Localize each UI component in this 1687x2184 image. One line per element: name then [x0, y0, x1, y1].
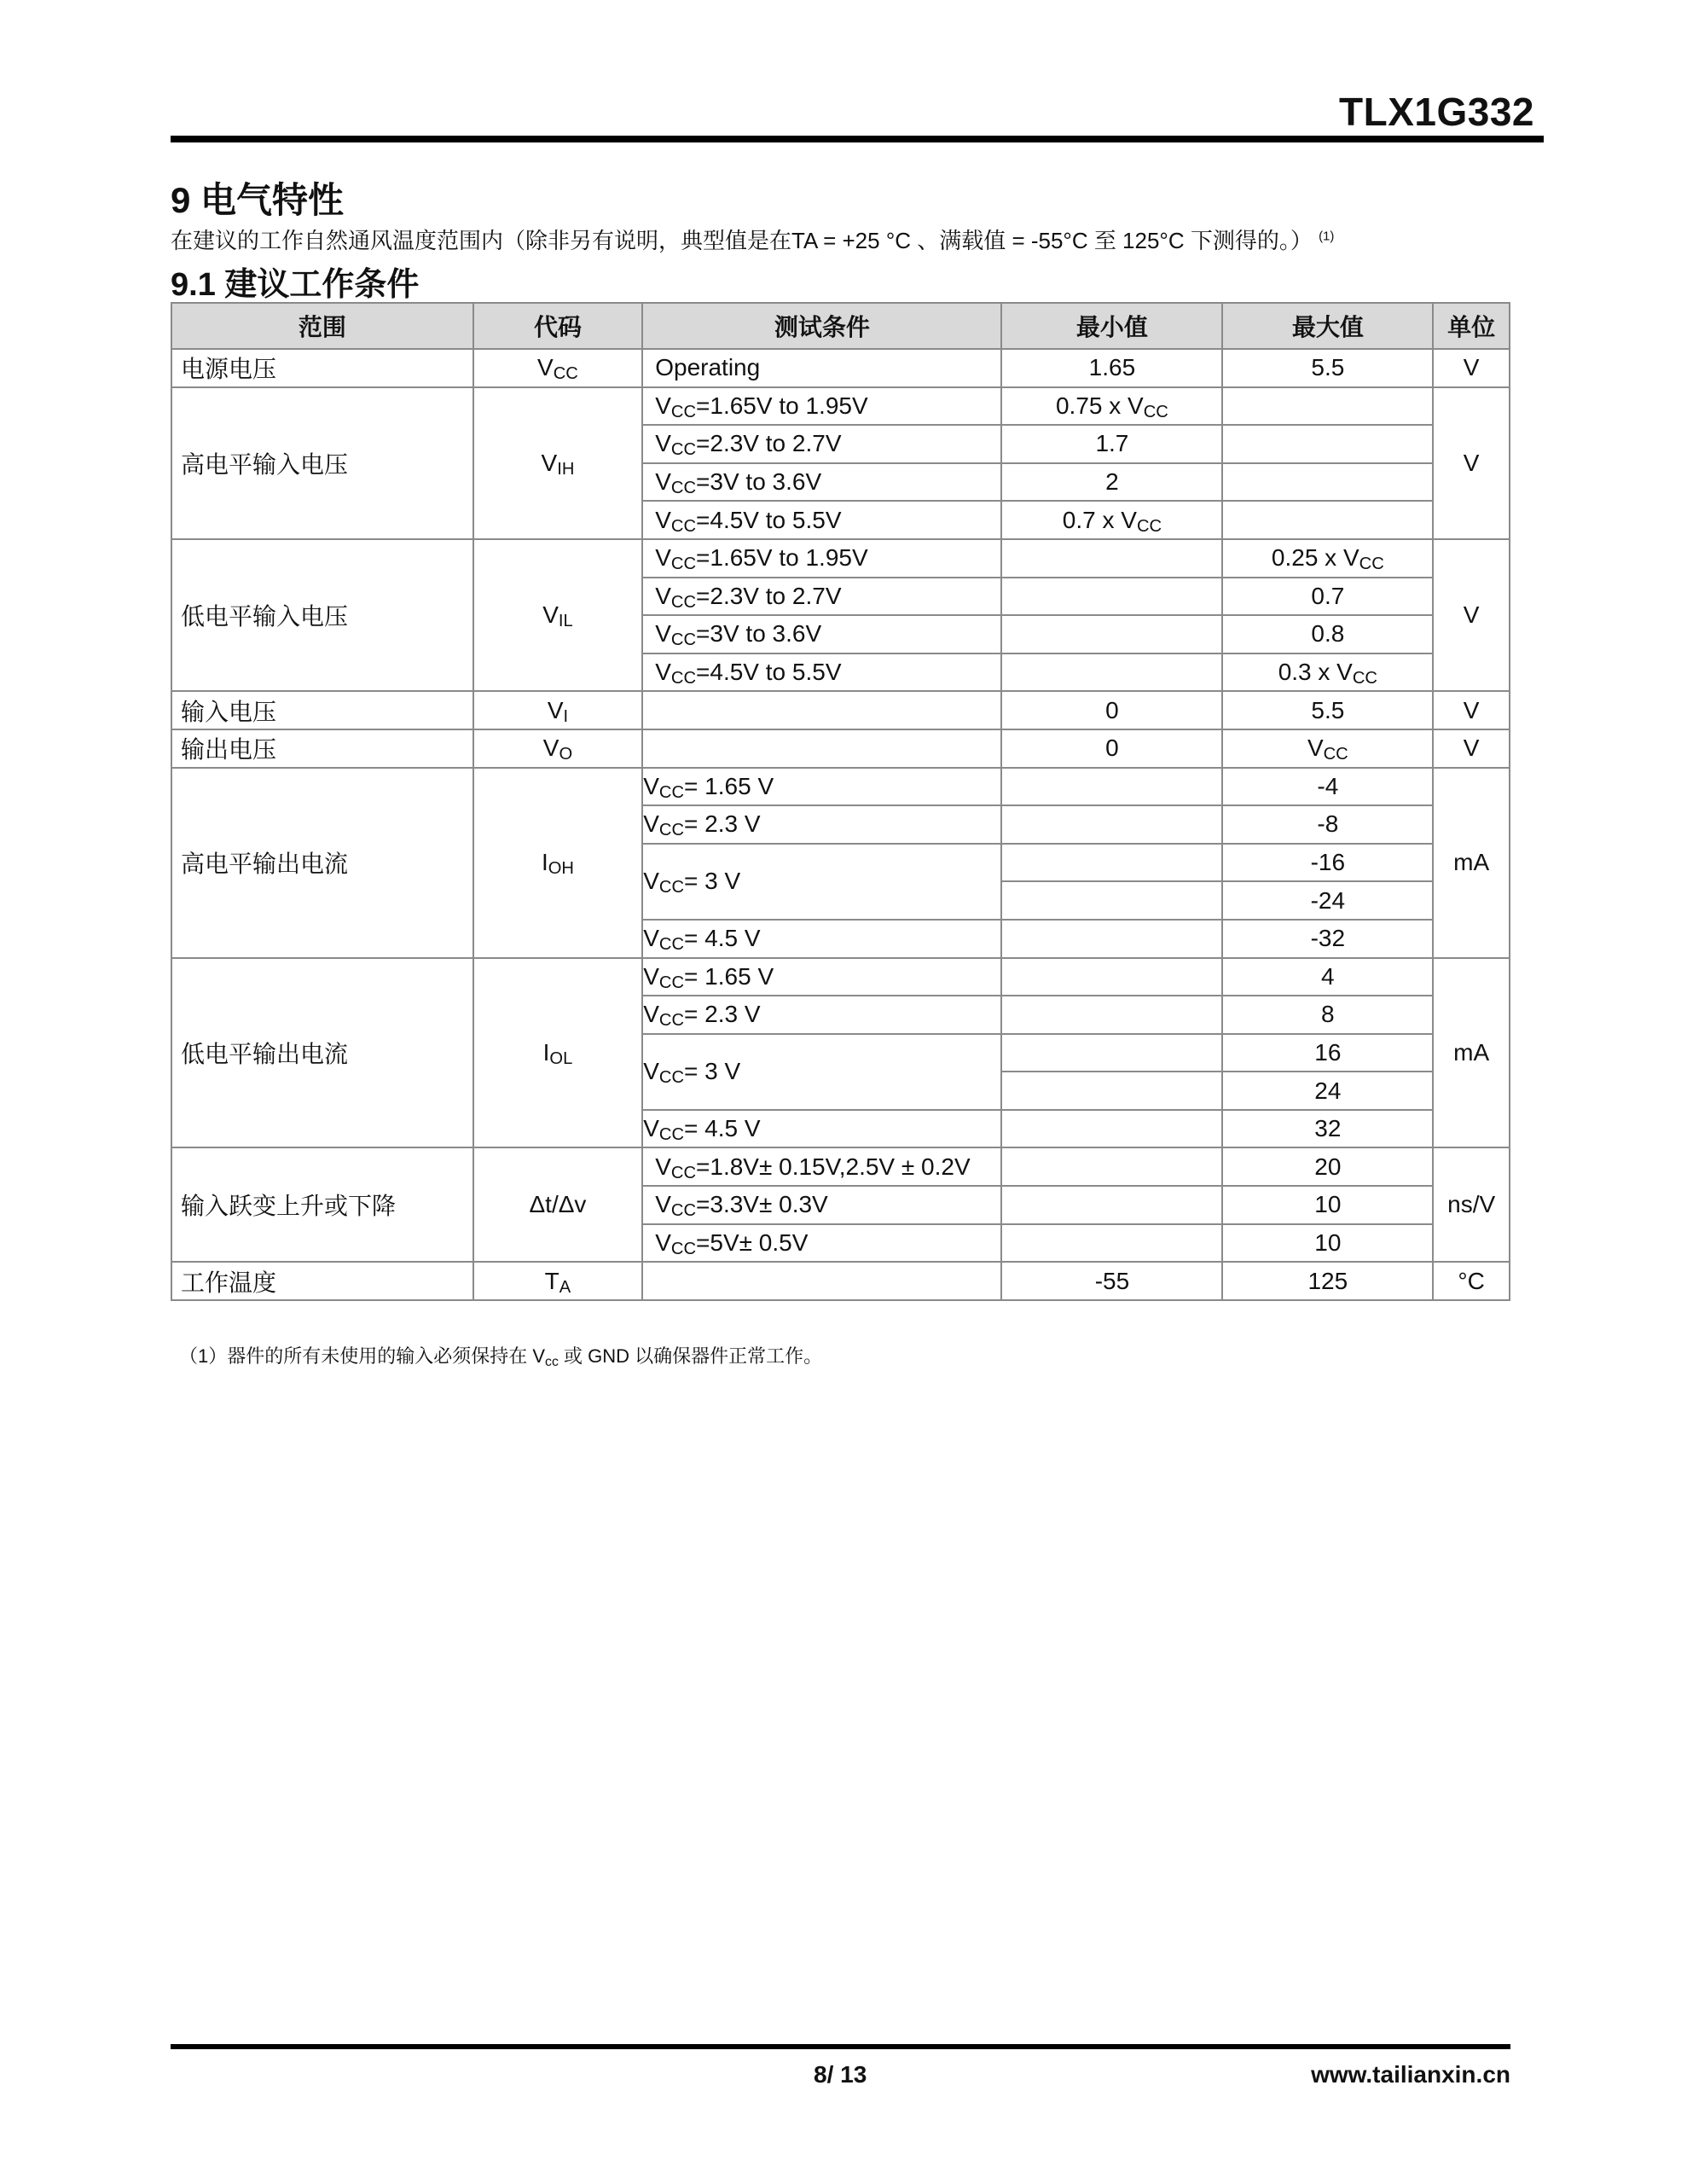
- subsection-title: [171, 258, 419, 305]
- unit-cell: mA: [1433, 768, 1510, 958]
- param-cell: 高电平输出电流: [171, 768, 473, 958]
- table-row: [171, 387, 1510, 426]
- condition-cell: VCC= 4.5 V: [642, 920, 1001, 958]
- max-cell: 125: [1222, 1262, 1433, 1300]
- condition-cell: VCC=4.5V to 5.5V: [642, 653, 1001, 692]
- max-cell: [1222, 463, 1433, 502]
- symbol-cell: IOL: [473, 958, 643, 1148]
- table-header-row: [171, 303, 1510, 349]
- header-condition: 测试条件: [642, 303, 1001, 349]
- max-cell: 0.25 x VCC: [1222, 539, 1433, 578]
- unit-cell: mA: [1433, 958, 1510, 1148]
- min-cell: 0: [1001, 729, 1222, 768]
- min-cell: [1001, 1186, 1222, 1224]
- param-cell: 输出电压: [171, 729, 473, 768]
- param-cell: 低电平输入电压: [171, 539, 473, 691]
- header-param: 范围: [171, 303, 473, 349]
- intro-text: 在建议的工作自然通风温度范围内（除非另有说明，典型值是在TA = +25 °C 、满载值 = -55°C 至 125°C 下测得的。）: [171, 228, 1313, 253]
- condition-cell: VCC=3V to 3.6V: [642, 615, 1001, 653]
- symbol-cell: IOH: [473, 768, 643, 958]
- table-row: [171, 768, 1510, 806]
- min-cell: [1001, 768, 1222, 806]
- param-cell: 工作温度: [171, 1262, 473, 1300]
- max-cell: 0.3 x VCC: [1222, 653, 1433, 692]
- max-cell: 32: [1222, 1110, 1433, 1148]
- symbol-cell: VIL: [473, 539, 643, 691]
- min-cell: [1001, 615, 1222, 653]
- header-unit: 单位: [1433, 303, 1510, 349]
- min-cell: 1.7: [1001, 425, 1222, 463]
- min-cell: [1001, 958, 1222, 996]
- min-cell: 0: [1001, 691, 1222, 729]
- condition-cell: [642, 691, 1001, 729]
- min-cell: [1001, 1147, 1222, 1186]
- max-cell: 0.7: [1222, 578, 1433, 616]
- section-number: 9: [171, 180, 191, 220]
- condition-cell: VCC=4.5V to 5.5V: [642, 501, 1001, 539]
- unit-cell: V: [1433, 729, 1510, 768]
- symbol-cell: VIH: [473, 387, 643, 539]
- section-intro: [171, 224, 1334, 255]
- unit-cell: V: [1433, 387, 1510, 539]
- param-cell: 输入跃变上升或下降: [171, 1147, 473, 1262]
- table-row: [171, 729, 1510, 768]
- condition-cell: VCC=3V to 3.6V: [642, 463, 1001, 502]
- table-row: [171, 349, 1510, 387]
- max-cell: 4: [1222, 958, 1433, 996]
- min-cell: [1001, 805, 1222, 844]
- footer-divider: [171, 2044, 1510, 2049]
- symbol-cell: Δt/Δv: [473, 1147, 643, 1262]
- unit-cell: °C: [1433, 1262, 1510, 1300]
- section-name: 电气特性: [200, 180, 345, 220]
- max-cell: 20: [1222, 1147, 1433, 1186]
- max-cell: 5.5: [1222, 691, 1433, 729]
- param-cell: 输入电压: [171, 691, 473, 729]
- max-cell: -16: [1222, 844, 1433, 882]
- condition-cell: VCC=3.3V± 0.3V: [642, 1186, 1001, 1224]
- min-cell: [1001, 1224, 1222, 1263]
- min-cell: 0.7 x VCC: [1001, 501, 1222, 539]
- max-cell: [1222, 501, 1433, 539]
- table-row: [171, 958, 1510, 996]
- condition-cell: VCC= 1.65 V: [642, 768, 1001, 806]
- unit-cell: V: [1433, 539, 1510, 691]
- condition-cell: VCC= 2.3 V: [642, 996, 1001, 1034]
- symbol-cell: VI: [473, 691, 643, 729]
- footer-website: www.tailianxin.cn: [1311, 2061, 1510, 2088]
- min-cell: [1001, 1110, 1222, 1148]
- symbol-cell: VCC: [473, 349, 643, 387]
- subsection-number: 9.1: [171, 267, 216, 303]
- condition-cell: VCC=2.3V to 2.7V: [642, 425, 1001, 463]
- intro-footnote-ref: (1): [1319, 229, 1335, 244]
- table-row: [171, 691, 1510, 729]
- unit-cell: V: [1433, 691, 1510, 729]
- table-row: [171, 1147, 1510, 1186]
- max-cell: 0.8: [1222, 615, 1433, 653]
- document-part-number: TLX1G332: [1339, 90, 1534, 134]
- max-cell: 24: [1222, 1072, 1433, 1110]
- min-cell: [1001, 844, 1222, 882]
- table-row: [171, 539, 1510, 578]
- min-cell: [1001, 653, 1222, 692]
- symbol-cell: TA: [473, 1262, 643, 1300]
- symbol-cell: VO: [473, 729, 643, 768]
- min-cell: 0.75 x VCC: [1001, 387, 1222, 426]
- max-cell: 10: [1222, 1186, 1433, 1224]
- table-footnote: （1）器件的所有未使用的输入必须保持在 Vcc 或 GND 以确保器件正常工作。: [179, 1345, 823, 1369]
- condition-cell: VCC=1.65V to 1.95V: [642, 387, 1001, 426]
- page-number: 8/ 13: [814, 2061, 867, 2088]
- recommended-operating-conditions-table: [171, 302, 1510, 1301]
- max-cell: VCC: [1222, 729, 1433, 768]
- table-row: [171, 1262, 1510, 1300]
- condition-cell: Operating: [642, 349, 1001, 387]
- param-cell: 低电平输出电流: [171, 958, 473, 1148]
- max-cell: -8: [1222, 805, 1433, 844]
- max-cell: 10: [1222, 1224, 1433, 1263]
- condition-cell: VCC= 3 V: [642, 844, 1001, 920]
- condition-cell: VCC= 1.65 V: [642, 958, 1001, 996]
- max-cell: 8: [1222, 996, 1433, 1034]
- subsection-name: 建议工作条件: [224, 267, 420, 303]
- min-cell: [1001, 1034, 1222, 1072]
- unit-cell: V: [1433, 349, 1510, 387]
- min-cell: [1001, 996, 1222, 1034]
- condition-cell: [642, 729, 1001, 768]
- param-cell: 高电平输入电压: [171, 387, 473, 539]
- min-cell: [1001, 539, 1222, 578]
- condition-cell: [642, 1262, 1001, 1300]
- condition-cell: VCC=2.3V to 2.7V: [642, 578, 1001, 616]
- max-cell: 16: [1222, 1034, 1433, 1072]
- param-cell: 电源电压: [171, 349, 473, 387]
- max-cell: 5.5: [1222, 349, 1433, 387]
- min-cell: [1001, 881, 1222, 920]
- unit-cell: ns/V: [1433, 1147, 1510, 1262]
- max-cell: -4: [1222, 768, 1433, 806]
- header-symbol: 代码: [473, 303, 643, 349]
- min-cell: [1001, 578, 1222, 616]
- max-cell: [1222, 425, 1433, 463]
- min-cell: 1.65: [1001, 349, 1222, 387]
- min-cell: [1001, 1072, 1222, 1110]
- condition-cell: VCC=1.8V± 0.15V,2.5V ± 0.2V: [642, 1147, 1001, 1186]
- max-cell: -32: [1222, 920, 1433, 958]
- header-divider: [171, 136, 1544, 142]
- condition-cell: VCC=1.65V to 1.95V: [642, 539, 1001, 578]
- min-cell: 2: [1001, 463, 1222, 502]
- max-cell: -24: [1222, 881, 1433, 920]
- header-min: 最小值: [1001, 303, 1222, 349]
- header-max: 最大值: [1222, 303, 1433, 349]
- max-cell: [1222, 387, 1433, 426]
- condition-cell: VCC=5V± 0.5V: [642, 1224, 1001, 1263]
- condition-cell: VCC= 4.5 V: [642, 1110, 1001, 1148]
- min-cell: [1001, 920, 1222, 958]
- section-title: [171, 172, 344, 224]
- condition-cell: VCC= 2.3 V: [642, 805, 1001, 844]
- condition-cell: VCC= 3 V: [642, 1034, 1001, 1110]
- min-cell: -55: [1001, 1262, 1222, 1300]
